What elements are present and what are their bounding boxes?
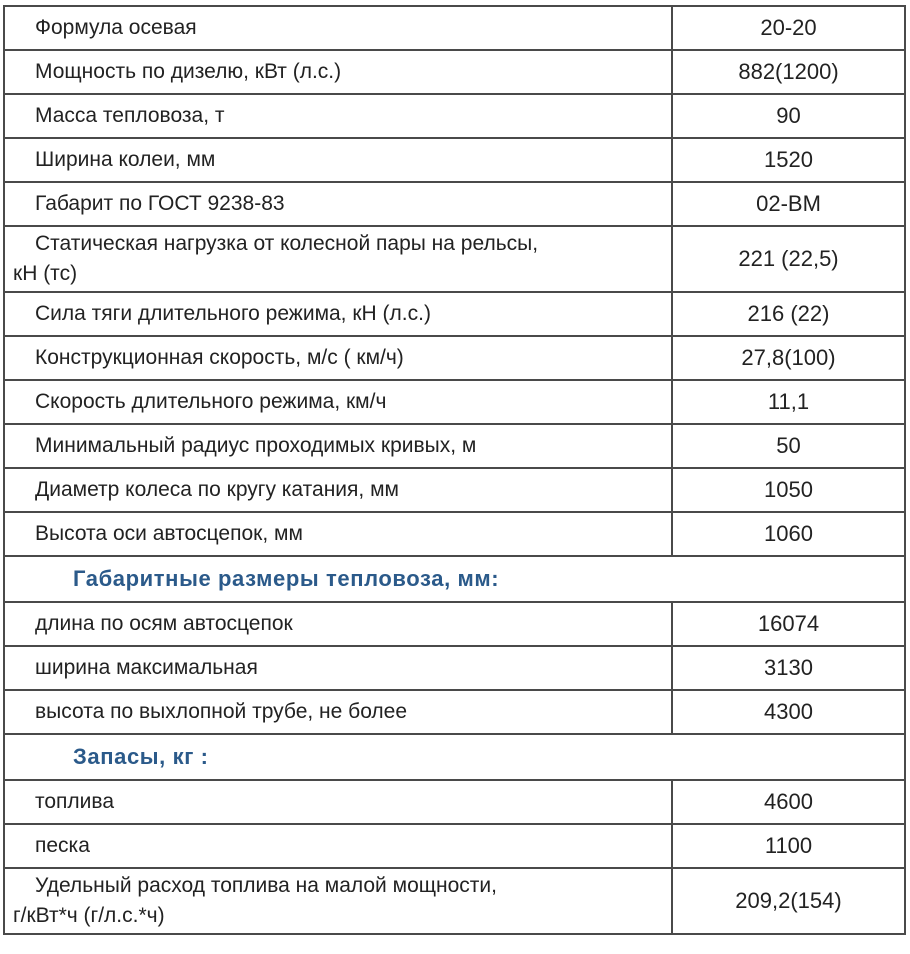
section-title: Запасы, кг :	[4, 734, 905, 780]
row-label-line2: кН (тс)	[13, 262, 78, 285]
table-row	[4, 182, 905, 226]
table-row	[4, 824, 905, 868]
row-value: 02-ВМ	[672, 182, 905, 226]
row-label: Ширина колеи, мм	[4, 138, 672, 182]
row-label-line1: Удельный расход топлива на малой мощности,	[35, 874, 497, 897]
row-value: 1060	[672, 512, 905, 556]
table-row	[4, 780, 905, 824]
row-value: 1050	[672, 468, 905, 512]
row-value: 20-20	[672, 6, 905, 50]
row-label	[4, 226, 672, 292]
row-value: 221 (22,5)	[672, 226, 905, 292]
table-row	[4, 468, 905, 512]
row-value: 90	[672, 94, 905, 138]
table-row	[4, 646, 905, 690]
row-value: 50	[672, 424, 905, 468]
table-row	[4, 138, 905, 182]
row-label	[4, 868, 672, 934]
row-label: Сила тяги длительного режима, кН (л.с.)	[4, 292, 672, 336]
row-label: Минимальный радиус проходимых кривых, м	[4, 424, 672, 468]
row-value: 216 (22)	[672, 292, 905, 336]
table-row	[4, 6, 905, 50]
table-row	[4, 336, 905, 380]
row-value: 1100	[672, 824, 905, 868]
table-row	[4, 424, 905, 468]
section-header-reserves	[4, 734, 905, 780]
row-value: 27,8(100)	[672, 336, 905, 380]
row-value: 1520	[672, 138, 905, 182]
section-header-dimensions	[4, 556, 905, 602]
table-row	[4, 690, 905, 734]
table-row	[4, 292, 905, 336]
locomotive-spec-table	[3, 5, 906, 935]
row-label: Мощность по дизелю, кВт (л.с.)	[4, 50, 672, 94]
table-row	[4, 602, 905, 646]
row-label: высота по выхлопной трубе, не более	[4, 690, 672, 734]
row-value: 4600	[672, 780, 905, 824]
table-row	[4, 50, 905, 94]
row-label: Габарит по ГОСТ 9238-83	[4, 182, 672, 226]
section-title: Габаритные размеры тепловоза, мм:	[4, 556, 905, 602]
row-label-line1: Статическая нагрузка от колесной пары на рельсы,	[35, 232, 539, 255]
row-label-line2: г/кВт*ч (г/л.с.*ч)	[13, 904, 165, 927]
row-label: длина по осям автосцепок	[4, 602, 672, 646]
row-value: 16074	[672, 602, 905, 646]
row-label: Скорость длительного режима, км/ч	[4, 380, 672, 424]
row-label: Формула осевая	[4, 6, 672, 50]
row-value: 209,2(154)	[672, 868, 905, 934]
table-row	[4, 94, 905, 138]
table-row	[4, 380, 905, 424]
table-row	[4, 868, 905, 934]
table-row	[4, 512, 905, 556]
row-value: 4300	[672, 690, 905, 734]
row-value: 882(1200)	[672, 50, 905, 94]
row-label: Масса тепловоза, т	[4, 94, 672, 138]
row-label: топлива	[4, 780, 672, 824]
row-value: 11,1	[672, 380, 905, 424]
row-label: ширина максимальная	[4, 646, 672, 690]
row-value: 3130	[672, 646, 905, 690]
row-label: Конструкционная скорость, м/с ( км/ч)	[4, 336, 672, 380]
row-label: песка	[4, 824, 672, 868]
row-label: Диаметр колеса по кругу катания, мм	[4, 468, 672, 512]
table-row	[4, 226, 905, 292]
row-label: Высота оси автосцепок, мм	[4, 512, 672, 556]
